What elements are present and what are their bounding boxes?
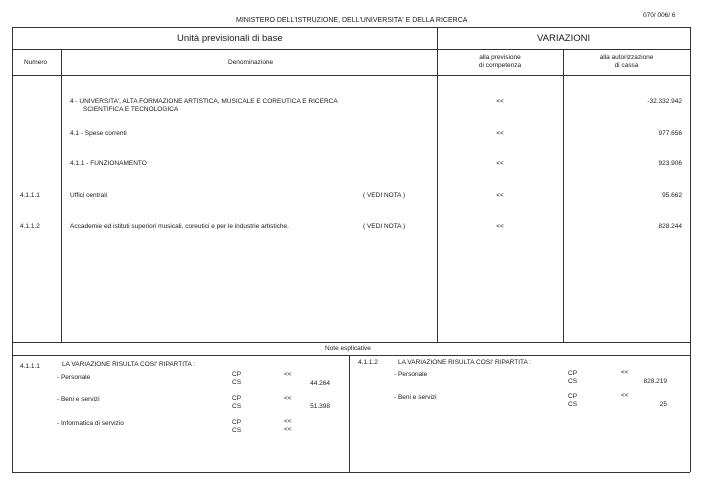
- row-cassa: -32.332.942: [647, 98, 682, 105]
- ministry-title: MINISTERO DELL'ISTRUZIONE, DELL'UNIVERSITA' E DELLA RICERCA: [236, 17, 468, 24]
- note-item-cp: CP: [232, 395, 242, 402]
- note-item-cp: CP: [232, 371, 242, 378]
- note-item-cs: CS: [568, 401, 578, 408]
- note-code: 4.1.1.1: [20, 363, 40, 370]
- note-item-cs: CS: [232, 403, 242, 410]
- row-denominazione: Accademie ed istituti superiori musicali, coreutici e per le industrie artistiche.: [70, 223, 289, 230]
- table-right-border: [690, 27, 691, 472]
- row-previsione: <<: [496, 130, 504, 137]
- row-cassa: 977.656: [658, 130, 682, 137]
- note-item-label: - Beni e servizi: [394, 394, 437, 401]
- note-item-cs-value: 25: [659, 401, 667, 408]
- notes-title: Note esplicative: [325, 345, 371, 352]
- row-nota: ( VEDI NOTA ): [363, 192, 406, 199]
- note-item-cp-value: <<: [284, 418, 292, 425]
- note-heading: LA VARIAZIONE RISULTA COSI' RIPARTITA :: [62, 361, 196, 368]
- page-bottom-border: [12, 472, 690, 473]
- col-header-previsione-line1: alla previsione: [479, 54, 521, 61]
- table-top-border: [12, 27, 690, 28]
- row-denominazione: Uffici centrali: [70, 192, 108, 199]
- note-item-cs: CS: [568, 378, 578, 385]
- note-item-cp-value: <<: [621, 369, 629, 376]
- row-previsione: <<: [496, 160, 504, 167]
- row-cassa: 95.662: [662, 192, 682, 199]
- row-nota: ( VEDI NOTA ): [363, 223, 406, 230]
- col-header-autorizzazione-line1: alla autorizzazione: [599, 54, 654, 61]
- col-header-numero: Numero: [24, 59, 48, 66]
- note-item-cs-value: 44.264: [310, 380, 330, 387]
- note-heading: LA VARIAZIONE RISULTA COSI' RIPARTITA :: [398, 359, 532, 366]
- note-item-cs-value: <<: [284, 426, 292, 433]
- col-header-denominazione: Denominazione: [228, 59, 274, 66]
- note-item-label: - Beni e servizi: [57, 396, 100, 403]
- notes-title-divider: [12, 355, 690, 356]
- table-header-divider: [12, 49, 690, 50]
- row-previsione: <<: [496, 192, 504, 199]
- note-item-cp-value: <<: [284, 371, 292, 378]
- note-code: 4.1.1.2: [358, 359, 378, 366]
- col-header-autorizzazione-line2: di cassa: [614, 62, 639, 69]
- row-denominazione-continued: SCIENTIFICA E TECNOLOGICA: [83, 106, 179, 113]
- row-previsione: <<: [496, 98, 504, 105]
- table-subheader-divider: [12, 75, 690, 76]
- note-item-cs: CS: [232, 427, 242, 434]
- row-numero: 4.1.1.2: [20, 223, 40, 230]
- note-item-cp: CP: [568, 393, 578, 400]
- row-denominazione: 4.1.1 - FUNZIONAMENTO: [70, 160, 147, 167]
- note-item-cp-value: <<: [284, 395, 292, 402]
- page-code: 070/ 006/ 6: [643, 12, 676, 19]
- note-item-label: - Personale: [57, 374, 91, 381]
- row-cassa: 828.244: [658, 223, 682, 230]
- col-header-previsione-line2: di competenza: [478, 62, 522, 69]
- variazioni-title: VARIAZIONI: [537, 33, 591, 44]
- left-section-title: Unità previsionali di base: [177, 33, 283, 44]
- row-cassa: 923.906: [658, 160, 682, 167]
- note-item-label: - Informatica di servizio: [57, 420, 124, 427]
- note-item-label: - Personale: [394, 371, 428, 378]
- row-denominazione: 4.1 - Spese correnti: [70, 130, 127, 137]
- notes-col-divider: [349, 355, 350, 472]
- notes-top-border: [12, 342, 690, 343]
- row-previsione: <<: [496, 223, 504, 230]
- note-item-cs-value: 51.398: [310, 403, 330, 410]
- variazioni-col-divider: [437, 27, 438, 342]
- note-item-cp-value: <<: [621, 392, 629, 399]
- note-item-cs: CS: [232, 379, 242, 386]
- note-item-cp: CP: [568, 370, 578, 377]
- numero-col-divider: [61, 49, 62, 342]
- row-denominazione: 4 - UNIVERSITA', ALTA FORMAZIONE ARTISTICA, MUSICALE E COREUTICA E RICERCA: [70, 98, 338, 105]
- row-numero: 4.1.1.1: [20, 192, 40, 199]
- note-item-cs-value: 828.219: [643, 378, 667, 385]
- table-left-border: [12, 27, 13, 472]
- note-item-cp: CP: [232, 419, 242, 426]
